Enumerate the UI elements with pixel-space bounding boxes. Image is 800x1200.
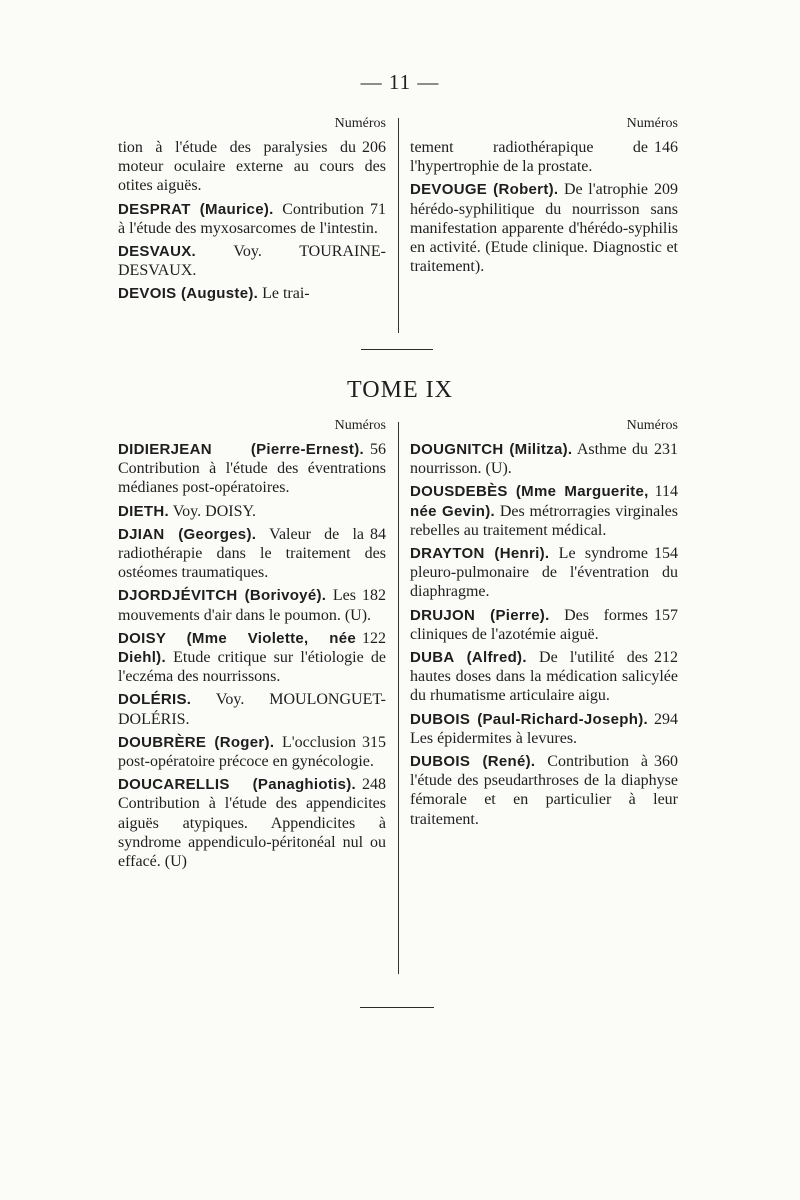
entry-number: 209 <box>654 181 678 199</box>
entry-title: Le trai- <box>262 285 310 303</box>
entry-author: DRUJON (Pierre). <box>410 606 550 624</box>
entry-number: 360 <box>654 753 678 771</box>
index-entry <box>410 752 678 829</box>
entry-number: 315 <box>362 733 386 751</box>
entry-number: 206 <box>362 139 386 156</box>
index-entry <box>410 138 678 176</box>
entry-number: 71 <box>370 200 386 218</box>
entry-number: 122 <box>362 629 386 647</box>
entry-author: DUBOIS (Paul-Richard-Joseph). <box>410 710 648 728</box>
entry-author: DOISY (Mme Violette, née Diehl). <box>118 629 356 667</box>
entry-author: DRAYTON (Henri). <box>410 545 550 563</box>
bottom-right-column <box>410 418 678 974</box>
index-entry <box>410 440 678 478</box>
entry-author: DJIAN (Georges). <box>118 525 257 543</box>
entry-author: DOUBRÈRE (Roger). <box>118 733 275 751</box>
index-entry <box>118 138 386 196</box>
entry-author: DIDIERJEAN (Pierre-Ernest). <box>118 441 364 458</box>
index-entry <box>118 200 386 238</box>
entry-number: 248 <box>362 776 386 794</box>
entry-author: DOUSDEBÈS (Mme Marguerite, née Gevin). <box>410 483 649 520</box>
index-entry <box>410 180 678 276</box>
entry-number: 212 <box>654 649 678 667</box>
entry-author: DIETH. <box>118 502 169 520</box>
entry-author: DUBOIS (René). <box>410 753 536 771</box>
index-entry <box>410 606 678 644</box>
entry-title: Etude critique sur l'étiologie de l'eczéma des nourrissons. <box>118 649 387 686</box>
index-entry <box>118 629 386 687</box>
entry-title: tement radiothérapique de l'hypertrophie de la prostate. <box>410 139 648 176</box>
index-entry <box>118 586 386 624</box>
top-left-column <box>118 116 386 331</box>
numeros-label: Numéros <box>626 116 678 131</box>
entry-title: De l'utilité des hautes doses dans la médication salicylée du rhumatisme articulaire aigu. <box>410 649 678 705</box>
index-entry <box>410 710 678 748</box>
entry-title: Voy. MOULONGUET-DOLÉRIS. <box>118 691 386 728</box>
entry-number: 146 <box>654 139 678 156</box>
entry-author: DJORDJÉVITCH (Borivoyé). <box>118 587 327 605</box>
section-title: TOME IX <box>347 377 453 403</box>
bottom-columns <box>118 418 678 974</box>
entry-number: 231 <box>654 441 678 458</box>
entry-title: Des métrorragies virginales rebelles au traitement médical. <box>410 502 678 539</box>
entry-author: DOUGNITCH (Militza). <box>410 441 573 458</box>
entry-author: DUBA (Alfred). <box>410 649 527 667</box>
end-rule <box>360 1007 434 1008</box>
entry-title: Les épidermites à levures. <box>410 729 578 747</box>
entry-title: tion à l'étude des paralysies du moteur oculaire externe au cours des otites aiguës. <box>118 139 386 195</box>
entry-number: 154 <box>654 545 678 563</box>
index-entry <box>410 482 678 540</box>
entry-number: 84 <box>370 525 386 543</box>
top-right-column <box>410 116 678 331</box>
entry-title: Asthme du nourrisson. (U). <box>410 441 648 478</box>
entry-title: Contribution à l'étude des myxosarcomes de l'intestin. <box>118 200 378 237</box>
entry-title: Contribution à l'étude des appendicites aiguës atypiques. Appendicites à syndrome appendiculo-péritonéal nul ou effacé. (U) <box>118 795 386 871</box>
numeros-label: Numéros <box>334 116 386 131</box>
index-entry <box>118 775 386 871</box>
entry-author: DEVOIS (Auguste). <box>118 285 259 303</box>
entry-title: Des formes cliniques de l'azotémie aiguë. <box>410 606 648 643</box>
entry-title: Voy. DOISY. <box>172 502 256 520</box>
top-columns <box>118 116 678 331</box>
entry-title: L'occlusion post-opératoire précoce en gynécologie. <box>118 733 374 771</box>
entry-number: 56 <box>370 441 386 458</box>
entry-title: Le syndrome pleuro-pulmonaire de l'éventration du diaphragme. <box>410 545 678 601</box>
section-rule <box>361 349 433 350</box>
index-entry <box>118 440 386 498</box>
index-entry <box>118 502 386 521</box>
index-entry <box>118 525 386 583</box>
entry-title: De l'atrophie hérédo-syphilitique du nourrisson sans manifestation apparente d'hérédo-syphilis en activité. (Etude clinique. Diagnostic et traitement). <box>410 181 678 276</box>
index-entry <box>410 648 678 706</box>
entry-author: DOUCARELLIS (Panaghiotis). <box>118 776 356 794</box>
index-entry <box>410 544 678 602</box>
entry-author: DOLÉRIS. <box>118 691 192 709</box>
entry-number: 114 <box>654 483 678 501</box>
entry-title: Contribution à l'étude des éventrations médianes post-opératoires. <box>118 460 386 497</box>
numeros-label: Numéros <box>334 418 386 433</box>
entry-title: Les mouvements d'air dans le poumon. (U). <box>118 587 372 624</box>
entry-title: Valeur de la radiothérapie dans le traitement des ostéomes traumatiques. <box>118 525 386 582</box>
entry-title: Voy. TOURAINE-DESVAUX. <box>118 243 386 280</box>
entry-title: Contribution à l'étude des pseudarthroses de la diaphyse fémorale et en particulier à leur traitement. <box>410 753 678 828</box>
entry-number: 294 <box>654 710 678 728</box>
numeros-label: Numéros <box>626 418 678 433</box>
entry-author: DESVAUX. <box>118 243 196 261</box>
index-entry <box>118 690 386 728</box>
entry-number: 157 <box>654 606 678 624</box>
index-entry <box>118 242 386 280</box>
entry-number: 182 <box>362 587 386 605</box>
page-number: — 11 — <box>360 70 440 94</box>
entry-author: DESPRAT (Maurice). <box>118 200 274 218</box>
index-entry <box>118 733 386 771</box>
entry-author: DEVOUGE (Robert). <box>410 181 559 199</box>
bottom-left-column <box>118 418 386 974</box>
index-entry <box>118 284 386 303</box>
